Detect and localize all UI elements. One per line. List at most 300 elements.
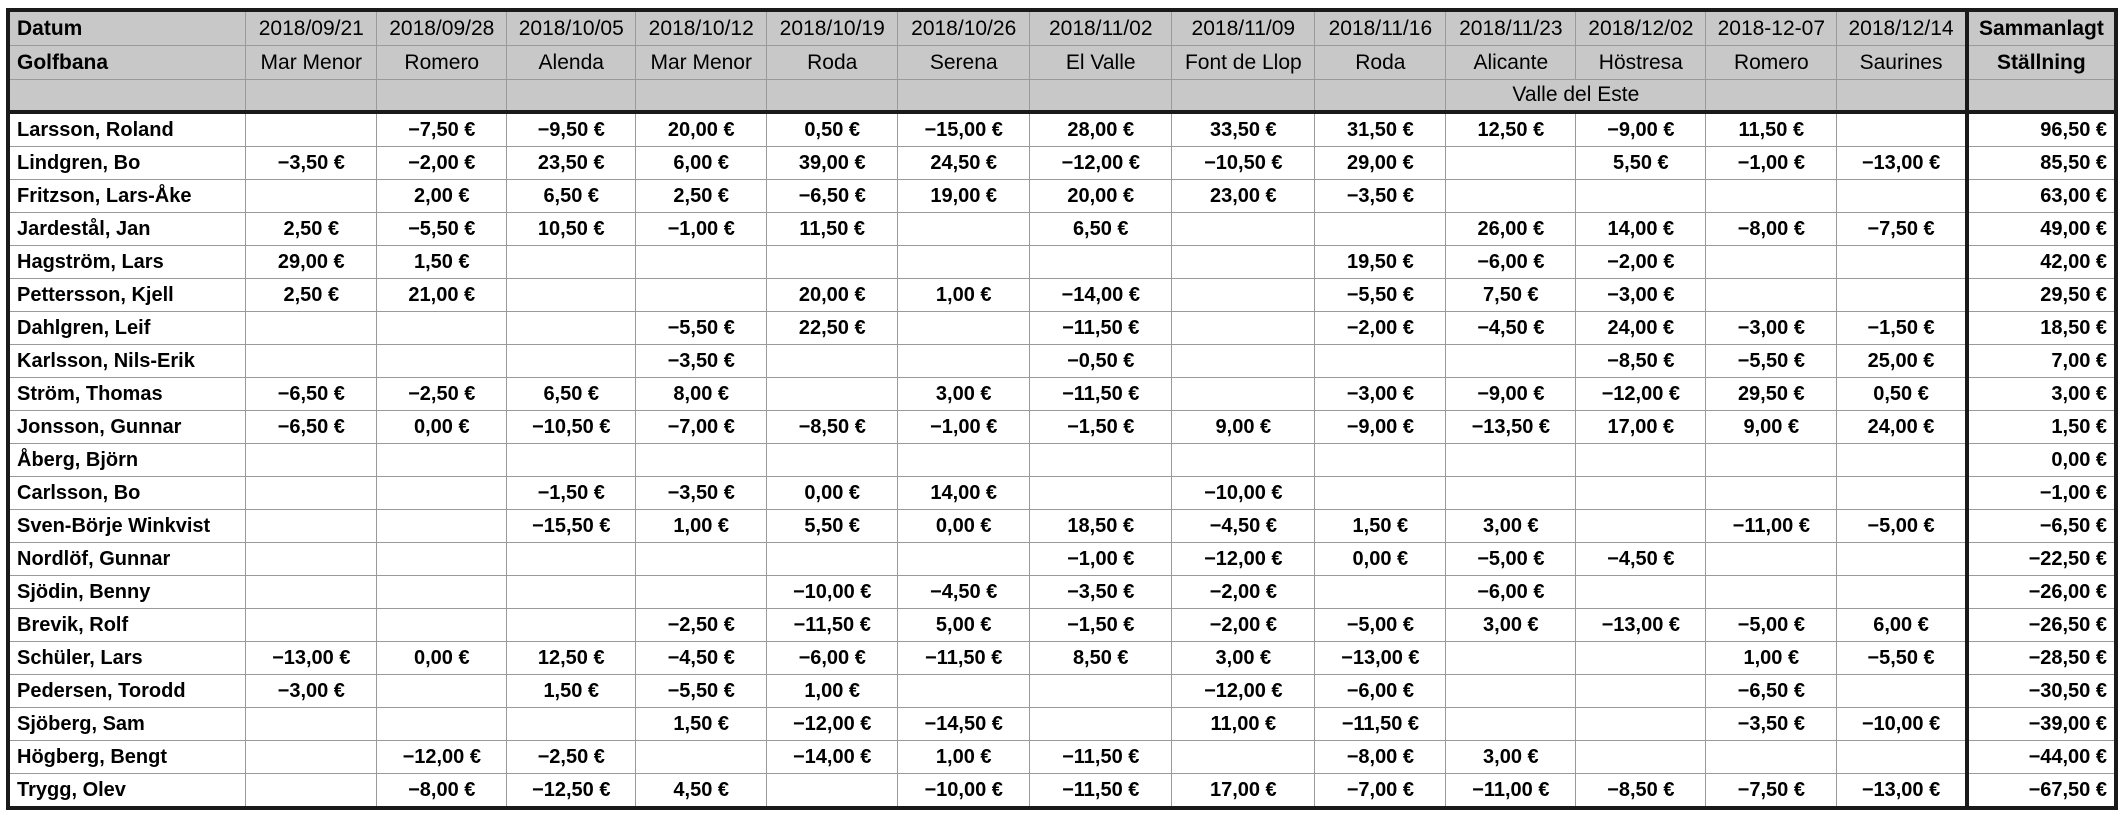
header-note-blank [507, 80, 636, 113]
score-cell: 24,00 € [1837, 411, 1967, 444]
total-header: Sammanlagt [1967, 10, 2116, 46]
score-cell: 19,50 € [1315, 246, 1446, 279]
table-row [8, 378, 2116, 411]
score-cell: 1,00 € [1706, 642, 1837, 675]
total-cell: 42,00 € [1967, 246, 2116, 279]
score-cell: −10,00 € [1172, 477, 1315, 510]
score-cell: 5,50 € [1576, 147, 1706, 180]
score-cell [246, 543, 377, 576]
score-cell: 26,00 € [1446, 213, 1576, 246]
score-cell: −10,00 € [767, 576, 898, 609]
course-header: Saurines [1837, 46, 1967, 80]
score-cell: −14,00 € [767, 741, 898, 774]
score-cell: 11,50 € [1706, 112, 1837, 147]
score-cell: 6,00 € [1837, 609, 1967, 642]
total-cell: 7,00 € [1967, 345, 2116, 378]
total-cell: −22,50 € [1967, 543, 2116, 576]
score-cell: −2,00 € [377, 147, 507, 180]
score-cell [898, 246, 1030, 279]
score-cell: 4,50 € [636, 774, 767, 809]
score-cell [1315, 576, 1446, 609]
score-cell [1172, 345, 1315, 378]
score-cell: 24,50 € [898, 147, 1030, 180]
score-cell: 23,50 € [507, 147, 636, 180]
score-cell: −9,00 € [1315, 411, 1446, 444]
score-cell [1172, 444, 1315, 477]
score-cell [1576, 444, 1706, 477]
course-header: El Valle [1030, 46, 1172, 80]
score-cell: −12,00 € [767, 708, 898, 741]
header-note-blank [898, 80, 1030, 113]
score-cell [1315, 444, 1446, 477]
score-cell: −3,00 € [246, 675, 377, 708]
score-cell: −7,00 € [1315, 774, 1446, 809]
score-cell: −13,00 € [1837, 147, 1967, 180]
score-cell [636, 741, 767, 774]
score-cell [1172, 741, 1315, 774]
date-header: 2018/10/12 [636, 10, 767, 46]
score-cell [1172, 378, 1315, 411]
course-header: Serena [898, 46, 1030, 80]
score-cell: −1,00 € [636, 213, 767, 246]
score-cell: 6,00 € [636, 147, 767, 180]
score-cell: 24,00 € [1576, 312, 1706, 345]
score-cell: 11,00 € [1172, 708, 1315, 741]
date-header: 2018/11/23 [1446, 10, 1576, 46]
score-cell: −4,50 € [636, 642, 767, 675]
score-cell [636, 279, 767, 312]
score-cell: 12,50 € [507, 642, 636, 675]
score-cell [1576, 477, 1706, 510]
score-cell: 9,00 € [1172, 411, 1315, 444]
player-name: Karlsson, Nils-Erik [8, 345, 246, 378]
score-cell: −11,00 € [1446, 774, 1576, 809]
player-name: Schüler, Lars [8, 642, 246, 675]
date-header: 2018/10/05 [507, 10, 636, 46]
player-name: Carlsson, Bo [8, 477, 246, 510]
score-cell: 33,50 € [1172, 112, 1315, 147]
score-cell: −10,00 € [1837, 708, 1967, 741]
score-cell: −5,50 € [636, 312, 767, 345]
score-cell: −12,00 € [1576, 378, 1706, 411]
score-cell [246, 112, 377, 147]
score-cell: −7,50 € [377, 112, 507, 147]
score-cell [1837, 444, 1967, 477]
total-cell: −44,00 € [1967, 741, 2116, 774]
score-cell: −6,50 € [246, 411, 377, 444]
score-cell [1315, 345, 1446, 378]
score-cell: −2,50 € [636, 609, 767, 642]
course-header: Roda [1315, 46, 1446, 80]
score-cell: −7,50 € [1837, 213, 1967, 246]
score-cell [898, 543, 1030, 576]
score-cell [1576, 675, 1706, 708]
score-cell: −6,50 € [246, 378, 377, 411]
score-cell [898, 345, 1030, 378]
player-name: Nordlöf, Gunnar [8, 543, 246, 576]
score-cell: −3,00 € [1576, 279, 1706, 312]
header-row-courses [8, 46, 2116, 80]
score-cell: −1,00 € [1030, 543, 1172, 576]
score-cell [1172, 312, 1315, 345]
score-cell: −10,00 € [898, 774, 1030, 809]
score-cell: −0,50 € [1030, 345, 1172, 378]
score-cell: 0,00 € [898, 510, 1030, 543]
total-cell: 18,50 € [1967, 312, 2116, 345]
score-cell: −13,00 € [1837, 774, 1967, 809]
standing-header: Ställning [1967, 46, 2116, 80]
total-cell: 96,50 € [1967, 112, 2116, 147]
score-cell: −9,50 € [507, 112, 636, 147]
score-cell: −8,50 € [767, 411, 898, 444]
score-cell [246, 312, 377, 345]
score-cell [507, 312, 636, 345]
score-cell [1837, 543, 1967, 576]
score-cell: −3,00 € [1706, 312, 1837, 345]
score-cell: 0,00 € [767, 477, 898, 510]
score-cell [767, 444, 898, 477]
score-cell: −4,50 € [898, 576, 1030, 609]
score-cell: 5,50 € [767, 510, 898, 543]
score-cell: 6,50 € [1030, 213, 1172, 246]
score-cell [377, 708, 507, 741]
score-cell: 2,50 € [636, 180, 767, 213]
score-cell: 1,50 € [507, 675, 636, 708]
score-cell: −5,50 € [636, 675, 767, 708]
score-cell: −3,50 € [1315, 180, 1446, 213]
score-cell [1837, 112, 1967, 147]
score-cell [767, 246, 898, 279]
score-cell [1837, 675, 1967, 708]
date-header: 2018/11/16 [1315, 10, 1446, 46]
score-cell: −2,00 € [1576, 246, 1706, 279]
total-cell: −28,50 € [1967, 642, 2116, 675]
score-cell: −15,50 € [507, 510, 636, 543]
date-header: 2018-12-07 [1706, 10, 1837, 46]
score-cell: 3,00 € [1446, 510, 1576, 543]
score-cell: 1,50 € [636, 708, 767, 741]
score-cell [377, 609, 507, 642]
header-note-blank [767, 80, 898, 113]
score-cell [377, 675, 507, 708]
score-cell: −5,50 € [1315, 279, 1446, 312]
score-cell: −2,50 € [507, 741, 636, 774]
score-cell [377, 345, 507, 378]
score-cell [246, 477, 377, 510]
score-cell: −2,00 € [1172, 609, 1315, 642]
score-cell: 14,00 € [1576, 213, 1706, 246]
datum-label: Datum [8, 10, 246, 46]
score-cell: −9,00 € [1446, 378, 1576, 411]
player-name: Ström, Thomas [8, 378, 246, 411]
score-cell [1576, 510, 1706, 543]
total-cell: 85,50 € [1967, 147, 2116, 180]
score-cell: −1,50 € [1030, 609, 1172, 642]
score-cell: −1,50 € [1837, 312, 1967, 345]
score-cell [507, 444, 636, 477]
date-header: 2018/11/02 [1030, 10, 1172, 46]
score-cell: −1,00 € [1706, 147, 1837, 180]
score-cell [507, 708, 636, 741]
score-cell [377, 510, 507, 543]
total-cell: −30,50 € [1967, 675, 2116, 708]
score-cell [246, 741, 377, 774]
score-cell [1837, 279, 1967, 312]
total-cell: 1,50 € [1967, 411, 2116, 444]
score-cell: −9,00 € [1576, 112, 1706, 147]
score-cell [636, 543, 767, 576]
date-header: 2018/09/28 [377, 10, 507, 46]
score-cell: −8,00 € [1315, 741, 1446, 774]
player-name: Dahlgren, Leif [8, 312, 246, 345]
score-cell [246, 345, 377, 378]
score-cell [1172, 279, 1315, 312]
course-header: Roda [767, 46, 898, 80]
score-cell: −2,00 € [1172, 576, 1315, 609]
score-cell [898, 213, 1030, 246]
score-cell [377, 477, 507, 510]
score-cell: −7,50 € [1706, 774, 1837, 809]
total-cell: 63,00 € [1967, 180, 2116, 213]
score-cell: 1,00 € [767, 675, 898, 708]
score-cell: 2,50 € [246, 213, 377, 246]
score-cell [1576, 642, 1706, 675]
score-cell [1837, 576, 1967, 609]
score-cell [767, 543, 898, 576]
score-cell [1446, 708, 1576, 741]
score-cell: −10,50 € [507, 411, 636, 444]
table-row [8, 444, 2116, 477]
score-cell: 0,50 € [1837, 378, 1967, 411]
score-cell: 3,00 € [1172, 642, 1315, 675]
score-cell: 6,50 € [507, 180, 636, 213]
score-cell: −3,50 € [636, 477, 767, 510]
score-cell: −6,00 € [1446, 576, 1576, 609]
score-cell: −14,00 € [1030, 279, 1172, 312]
header-row-dates [8, 10, 2116, 46]
score-cell: 18,50 € [1030, 510, 1172, 543]
header-note-blank [1030, 80, 1172, 113]
score-cell: −3,50 € [636, 345, 767, 378]
score-cell: −6,50 € [767, 180, 898, 213]
player-name: Sjöberg, Sam [8, 708, 246, 741]
score-cell [1446, 147, 1576, 180]
total-cell: 29,50 € [1967, 279, 2116, 312]
table-row [8, 112, 2116, 147]
score-cell: −5,00 € [1706, 609, 1837, 642]
score-cell [377, 444, 507, 477]
score-cell [636, 246, 767, 279]
score-cell [1706, 576, 1837, 609]
table-row [8, 279, 2116, 312]
score-cell: −2,50 € [377, 378, 507, 411]
score-cell: −3,50 € [1030, 576, 1172, 609]
score-cell: 1,00 € [898, 741, 1030, 774]
score-cell [1446, 345, 1576, 378]
score-cell: −13,00 € [246, 642, 377, 675]
score-cell: 29,00 € [1315, 147, 1446, 180]
score-cell [507, 279, 636, 312]
score-cell: 39,00 € [767, 147, 898, 180]
score-cell: 1,50 € [1315, 510, 1446, 543]
total-cell: 0,00 € [1967, 444, 2116, 477]
player-name: Åberg, Björn [8, 444, 246, 477]
total-cell: −26,00 € [1967, 576, 2116, 609]
course-header: Font de Llop [1172, 46, 1315, 80]
score-cell: 1,00 € [636, 510, 767, 543]
score-cell: −5,00 € [1446, 543, 1576, 576]
score-cell: 12,50 € [1446, 112, 1576, 147]
score-cell: −5,00 € [1837, 510, 1967, 543]
score-cell: 2,00 € [377, 180, 507, 213]
score-cell [246, 510, 377, 543]
score-cell: 9,00 € [1706, 411, 1837, 444]
table-row [8, 708, 2116, 741]
score-cell [898, 675, 1030, 708]
player-name: Sjödin, Benny [8, 576, 246, 609]
header-note-blank [1315, 80, 1446, 113]
score-cell [1837, 180, 1967, 213]
score-cell: −8,00 € [377, 774, 507, 809]
score-cell [1030, 675, 1172, 708]
player-name: Pettersson, Kjell [8, 279, 246, 312]
score-cell: 3,00 € [1446, 741, 1576, 774]
score-cell: 19,00 € [898, 180, 1030, 213]
player-name: Sven-Börje Winkvist [8, 510, 246, 543]
course-header: Romero [1706, 46, 1837, 80]
score-cell: 5,00 € [898, 609, 1030, 642]
header-note-blank [1172, 80, 1315, 113]
score-cell: −8,00 € [1706, 213, 1837, 246]
score-cell: 23,00 € [1172, 180, 1315, 213]
score-cell [507, 609, 636, 642]
score-cell [1446, 444, 1576, 477]
player-name: Larsson, Roland [8, 112, 246, 147]
score-cell: 0,00 € [1315, 543, 1446, 576]
score-cell [1446, 477, 1576, 510]
total-cell: −26,50 € [1967, 609, 2116, 642]
score-cell [507, 543, 636, 576]
results-table [6, 8, 2118, 810]
score-cell [246, 708, 377, 741]
score-cell [1706, 741, 1837, 774]
score-cell: 11,50 € [767, 213, 898, 246]
player-name: Fritzson, Lars-Åke [8, 180, 246, 213]
score-cell: 6,50 € [507, 378, 636, 411]
score-cell: −13,00 € [1315, 642, 1446, 675]
date-header: 2018/12/14 [1837, 10, 1967, 46]
score-cell: 0,00 € [377, 642, 507, 675]
total-cell: −1,00 € [1967, 477, 2116, 510]
score-cell [377, 312, 507, 345]
player-name: Hagström, Lars [8, 246, 246, 279]
table-row [8, 411, 2116, 444]
score-cell [1837, 246, 1967, 279]
date-header: 2018/10/19 [767, 10, 898, 46]
score-cell [1837, 477, 1967, 510]
player-name: Pedersen, Torodd [8, 675, 246, 708]
golfbana-label: Golfbana [8, 46, 246, 80]
course-header: Romero [377, 46, 507, 80]
score-cell: −10,50 € [1172, 147, 1315, 180]
score-cell: 31,50 € [1315, 112, 1446, 147]
score-cell [898, 444, 1030, 477]
date-header: 2018/11/09 [1172, 10, 1315, 46]
score-cell: −12,50 € [507, 774, 636, 809]
score-cell: 25,00 € [1837, 345, 1967, 378]
total-cell: −39,00 € [1967, 708, 2116, 741]
results-sheet [6, 8, 2118, 810]
score-cell: 0,00 € [377, 411, 507, 444]
score-cell: −12,00 € [1030, 147, 1172, 180]
score-cell [1030, 246, 1172, 279]
score-cell [377, 543, 507, 576]
score-cell [507, 246, 636, 279]
score-cell: −6,00 € [1315, 675, 1446, 708]
score-cell [636, 576, 767, 609]
score-cell: 17,00 € [1172, 774, 1315, 809]
score-cell [1576, 708, 1706, 741]
score-cell: −2,00 € [1315, 312, 1446, 345]
course-header: Alenda [507, 46, 636, 80]
score-cell [1172, 246, 1315, 279]
score-cell [246, 576, 377, 609]
table-row [8, 510, 2116, 543]
score-cell: −12,00 € [377, 741, 507, 774]
header-note-blank [8, 80, 246, 113]
score-cell: 3,00 € [1446, 609, 1576, 642]
score-cell [1030, 444, 1172, 477]
table-row [8, 774, 2116, 809]
score-cell [767, 774, 898, 809]
table-row [8, 642, 2116, 675]
score-cell: −3,50 € [1706, 708, 1837, 741]
table-row [8, 609, 2116, 642]
date-header: 2018/12/02 [1576, 10, 1706, 46]
table-row [8, 576, 2116, 609]
score-cell [1706, 279, 1837, 312]
score-cell [246, 774, 377, 809]
table-row [8, 246, 2116, 279]
score-cell [1315, 477, 1446, 510]
score-cell: 0,50 € [767, 112, 898, 147]
score-cell: −11,00 € [1706, 510, 1837, 543]
table-row [8, 345, 2116, 378]
total-cell: −67,50 € [1967, 774, 2116, 809]
header-note-blank [246, 80, 377, 113]
score-cell: −5,50 € [1706, 345, 1837, 378]
player-name: Jardestål, Jan [8, 213, 246, 246]
score-cell: 7,50 € [1446, 279, 1576, 312]
total-cell: 3,00 € [1967, 378, 2116, 411]
score-cell: 20,00 € [767, 279, 898, 312]
score-cell [1576, 741, 1706, 774]
score-cell: 28,00 € [1030, 112, 1172, 147]
score-cell: −12,00 € [1172, 543, 1315, 576]
score-cell [1576, 576, 1706, 609]
course-note: Valle del Este [1446, 80, 1706, 113]
score-cell: −11,50 € [1030, 774, 1172, 809]
score-cell: −11,50 € [1030, 312, 1172, 345]
score-cell [1315, 213, 1446, 246]
score-cell: 20,00 € [636, 112, 767, 147]
score-cell: −4,50 € [1446, 312, 1576, 345]
total-cell: 49,00 € [1967, 213, 2116, 246]
score-cell [246, 609, 377, 642]
score-cell: −3,00 € [1315, 378, 1446, 411]
table-row [8, 213, 2116, 246]
score-cell [1446, 642, 1576, 675]
